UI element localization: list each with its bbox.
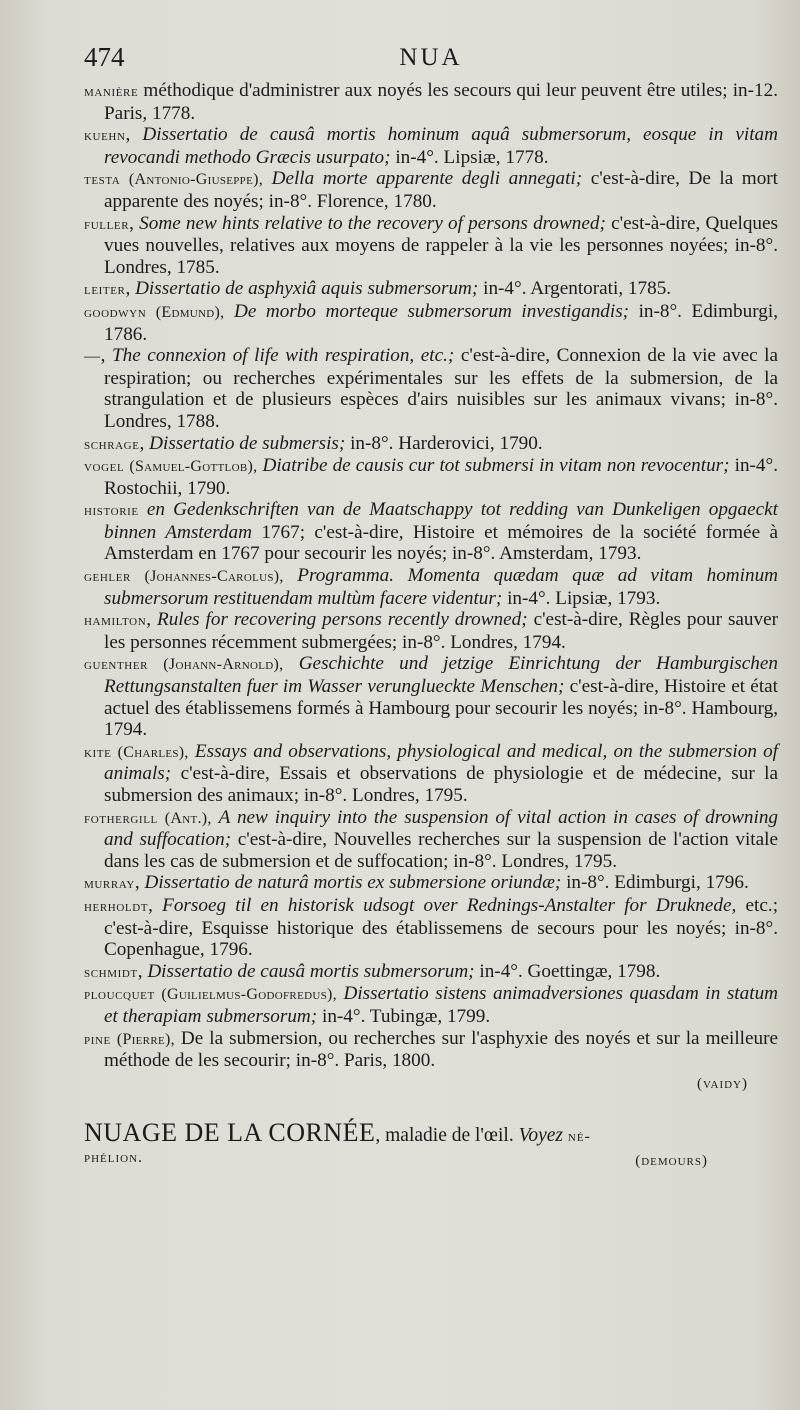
- headword-definition: , maladie de l'œil.: [375, 1124, 514, 1146]
- entry-title: Rules for recovering persons recently drowned;: [156, 609, 528, 631]
- running-head: NUA: [399, 44, 463, 71]
- entry-details: c'est-à-dire, Histoire et état actuel des établissemens formés à Hambourg pour secourir les noyés; in-8°. Hambourg, 1794.: [104, 676, 778, 741]
- entry-title: Dissertatio de causâ mortis submersorum;: [147, 960, 475, 982]
- bibliography-entry: leiter, Dissertatio de asphyxiâ aquis submersorum; in-4°. Argentorati, 1785.: [84, 278, 672, 300]
- entry-title: Dissertatio de causâ mortis hominum aquâ submersorum, eosque in vitam revocandi methodo Græcis usurpato;: [104, 124, 778, 168]
- entry-given-name: (Johannes-Carolus),: [144, 568, 284, 586]
- entry-title: Della morte apparente degli annegati;: [271, 168, 583, 190]
- entry-author: pine: [84, 1030, 111, 1048]
- entry-details: méthodique d'administrer aux noyés les secours qui leur peuvent être utiles; in-12. Paris, 1778.: [104, 80, 778, 124]
- page-header: [84, 42, 778, 82]
- bibliography-entry: kuehn, Dissertatio de causâ mortis hominum aquâ submersorum, eosque in vitam revocandi methodo Græcis usurpato; in-4°. Lipsiæ, 1778.: [84, 124, 778, 168]
- bibliography-list: [84, 80, 778, 1072]
- entry-author: gehler: [84, 568, 131, 586]
- entry-details: in-4°. Lipsiæ, 1793.: [507, 587, 661, 609]
- entry-author: goodwyn: [84, 303, 147, 321]
- entry-title: The connexion of life with respiration, etc.;: [111, 345, 455, 367]
- entry-author: historie: [84, 502, 139, 520]
- bibliography-entry: [84, 455, 778, 499]
- entry-title: A new inquiry into the suspension of vital action in cases of drowning and suffocation;: [104, 806, 779, 851]
- entry-details: c'est-à-dire, Nouvelles recherches sur la suspension de l'action vitale dans les cas de submersion et de suffocation; in-8°. Londres, 1795.: [104, 829, 778, 872]
- bibliography-entry: [84, 168, 778, 212]
- entry-author: herholdt: [84, 897, 149, 915]
- entry-details: c'est-à-dire, Quelques vues nouvelles, relatives aux moyens de rappeler à la vie les personnes noyées; in-8°. Londres, 1785.: [104, 212, 779, 278]
- entry-details: in-8°. Harderovici, 1790.: [350, 432, 543, 454]
- entry-given-name: (Edmund),: [155, 303, 225, 321]
- entry-author: —: [84, 348, 101, 366]
- entry-title: Programma. Momenta quædam quæ ad vitam hominum submersorum restituendam multùm facere videntur;: [104, 565, 779, 609]
- entry-author: fothergill: [84, 809, 158, 827]
- entry-details: in-8°. Edimburgi, 1786.: [104, 300, 779, 345]
- entry-title: Dissertatio de naturâ mortis ex submersione oriundæ;: [144, 872, 562, 894]
- entry-details: in-4°. Lipsiæ, 1778.: [395, 146, 549, 168]
- bibliography-entry: [84, 499, 778, 565]
- entry-title: Geschichte und jetzige Einrichtung der Hamburgischen Rettungsanstalten fuer im Wasser verunglueckte Menschen;: [104, 653, 778, 698]
- page-number: 474: [84, 42, 125, 72]
- entry-title: Dissertatio de asphyxiâ aquis submersorum;: [135, 278, 479, 300]
- entry-author: ploucquet: [84, 986, 155, 1004]
- entry-details: in-4°. Argentorati, 1785.: [483, 278, 672, 300]
- bibliography-entry: [84, 983, 778, 1027]
- entry-author: leiter: [84, 281, 126, 299]
- entry-details: c'est-à-dire, Règles pour sauver les personnes récemment submergées; in-8°. Londres, 1794.: [104, 609, 779, 653]
- entry-title: Dissertatio de submersis;: [149, 432, 346, 454]
- headword-entry: [84, 1117, 778, 1149]
- cross-reference-part2: phélion.: [84, 1148, 144, 1166]
- entry-author: schrage: [84, 435, 140, 453]
- entry-author: hamilton: [84, 612, 147, 630]
- entry-title: Some new hints relative to the recovery of persons drowned;: [139, 212, 606, 234]
- entry-given-name: (Johann-Arnold),: [163, 656, 284, 674]
- signature-vaidy: (vaidy): [696, 1075, 748, 1092]
- bibliography-entry: —, The connexion of life with respiration, etc.; c'est-à-dire, Connexion de la vie avec la respiration; ou recherches expérimentales sur les effets de la submersion, de la strangulation et de plusieurs espèces d'airs nuisibles sur les animaux vivans; in-8°. Londres, 1788.: [84, 345, 779, 432]
- entry-details: in-4°. Tubingæ, 1799.: [321, 1005, 491, 1027]
- bibliography-entry: [84, 80, 778, 124]
- bibliography-entry: [84, 741, 778, 807]
- bibliography-entry: [84, 653, 778, 740]
- headword-line2: [84, 1149, 778, 1173]
- entry-details: in-4°. Rostochii, 1790.: [104, 455, 778, 499]
- entry-given-name: (Charles),: [117, 743, 189, 761]
- entry-title: en Gedenkschriften van de Maatschappy tot redding van Dunkeligen opgaeckt binnen Amsterdam: [104, 499, 778, 543]
- entry-author: manière: [84, 83, 139, 100]
- entry-details: in-4°. Goettingæ, 1798.: [479, 960, 661, 982]
- bibliography-entry: [84, 565, 778, 609]
- entry-details: c'est-à-dire, De la mort apparente des noyés; in-8°. Florence, 1780.: [104, 168, 779, 212]
- bibliography-entry: schrage, Dissertatio de submersis; in-8°. Harderovici, 1790.: [84, 432, 543, 454]
- entry-details: c'est-à-dire, Essais et observations de physiologie et de médecine, sur la submersion des animaux; in-8°. Londres, 1795.: [104, 763, 778, 806]
- bibliography-entry: schmidt, Dissertatio de causâ mortis submersorum; in-4°. Goettingæ, 1798.: [84, 960, 661, 982]
- entry-details: De la submersion, ou recherches sur l'asphyxie des noyés et sur la meilleure méthode de les secourir; in-8°. Paris, 1800.: [104, 1027, 779, 1072]
- entry-details: 1767; c'est-à-dire, Histoire et mémoires de la société formée à Amsterdam en 1767 pour secourir les noyés; in-8°. Amsterdam, 1793.: [104, 521, 778, 565]
- entry-author: vogel: [84, 458, 125, 476]
- entry-author: fuller: [84, 215, 130, 233]
- entry-title: De morbo morteque submersorum investigandis;: [233, 300, 630, 322]
- entry-author: kite: [84, 743, 112, 761]
- bibliography-entry: fuller, Some new hints relative to the recovery of persons drowned; c'est-à-dire, Quelques vues nouvelles, relatives aux moyens de rappeler à la vie les personnes noyées; in-8°. Londres, 1785.: [84, 212, 779, 278]
- entry-given-name: (Ant.),: [164, 809, 212, 827]
- bibliography-entry: herholdt, Forsoeg til en historisk udsogt over Rednings-Anstalter for Druknede, etc.; c'est-à-dire, Esquisse historique des établissemens de secours pour les noyés; in-8°. Copenhague, 1796.: [84, 894, 779, 961]
- entry-author: kuehn: [84, 127, 126, 145]
- entry-author: schmidt: [84, 963, 138, 981]
- bibliography-entry: [84, 301, 778, 345]
- bibliography-entry: [84, 807, 778, 873]
- entry-title: Essays and observations, physiological and medical, on the submersion of animals;: [104, 740, 779, 785]
- bibliography-entry: [84, 1028, 778, 1072]
- voyez-label: Voyez: [518, 1124, 564, 1146]
- entry-given-name: (Pierre),: [116, 1030, 175, 1048]
- entry-details: c'est-à-dire, Connexion de la vie avec la respiration; ou recherches expérimentales sur les effets de la submersion, de la strangulation et de plusieurs espèces d'airs nuisibles sur les animaux vivans; in-8°. Londres, 1788.: [104, 345, 779, 432]
- entry-details: etc.; c'est-à-dire, Esquisse historique des établissemens de secours pour les noyés; in-8°. Copenhague, 1796.: [104, 894, 779, 961]
- entry-given-name: (Guilielmus-Godofredus),: [161, 986, 337, 1004]
- bibliography-entry: murray, Dissertatio de naturâ mortis ex submersione oriundæ; in-8°. Edimburgi, 1796.: [84, 872, 749, 894]
- entry-title: Dissertatio sistens animadversiones quasdam in statum et therapiam submersorum;: [104, 983, 779, 1027]
- signature-demours: (demours): [635, 1152, 708, 1169]
- entry-title: Diatribe de causis cur tot submersi in vitam non revocentur;: [262, 455, 730, 477]
- entry-details: in-8°. Edimburgi, 1796.: [566, 872, 749, 894]
- entry-given-name: (Samuel-Gottlob),: [129, 458, 258, 476]
- headword: NUAGE DE LA CORNÉE: [84, 1117, 376, 1147]
- entry-author: testa: [84, 171, 121, 189]
- entry-author: murray: [84, 875, 135, 893]
- cross-reference-part1: né-: [567, 1127, 591, 1145]
- entry-given-name: (Antonio-Giuseppe),: [128, 171, 264, 189]
- entry-author: guenther: [84, 656, 149, 674]
- entry-title: Forsoeg til en historisk udsogt over Rednings-Anstalter for Druknede,: [162, 894, 737, 916]
- bibliography-entry: hamilton, Rules for recovering persons recently drowned; c'est-à-dire, Règles pour sauver les personnes récemment submergées; in-8°. Londres, 1794.: [84, 609, 779, 653]
